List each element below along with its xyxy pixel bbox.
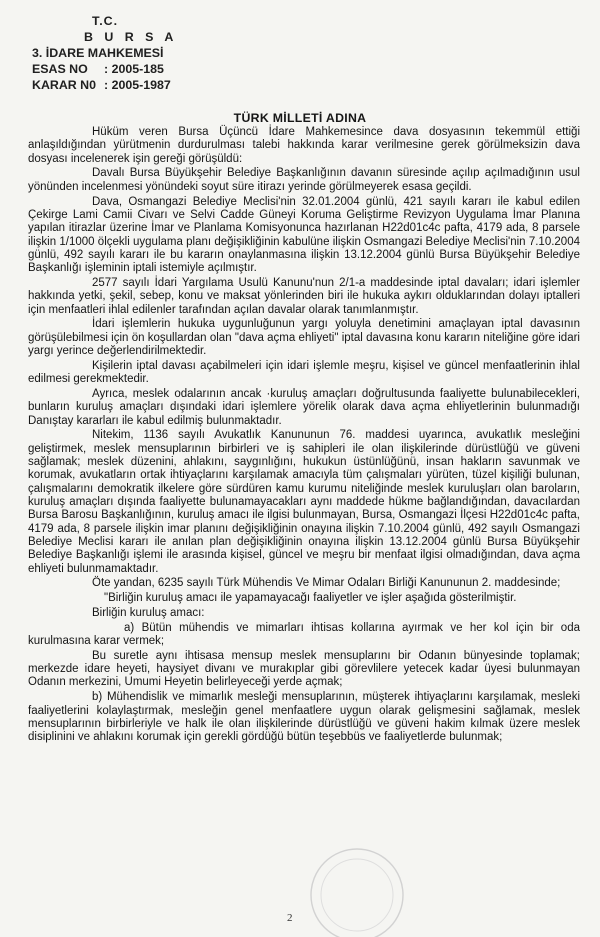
quote-paragraph: Bu suretle aynı ihtisasa mensup meslek mensuplarını bir Odanın bünyesinde toplamak; merkezde idare heyeti, haysiyet divanı ve murakıplar gibi görevlilere yetecek kadar üyesi bulunmayan Odanın merkezini, Umumi Heyetin belirleyeceği yerde açmak; <box>28 649 580 689</box>
quote-paragraph: Birliğin kuruluş amacı: <box>92 606 205 619</box>
paragraph: Dava, Osmangazi Belediye Meclisi'nin 32.01.2004 günlü, 421 sayılı kararı ile kabul edilen Çekirge Lami Camii Civarı ve Selvi Cadde Güneyi Koruma Geliştirme Revizyon Uygulama İmar Planına yapılan itirazlar üzerine İmar ve Planlama Komisyonunca hazırlanan H22d01c4c pafta, 4179 ada, 8 parsele ilişkin 1/1000 ölçekli uygulama planı değişikliğinin kabulüne ilişkin Osmangazi Belediye Meclisi'nin 7.10.2004 günlü, 492 sayılı kararı ile bu kararın onaylanmasına ilişkin 13.12.2004 günlü Bursa Büyükşehir Belediye Başkanlığı işleminin iptali istemiyle açılmıştır. <box>28 195 580 275</box>
quote-item-a: a) Bütün mühendis ve mimarları ihtisas kollarına ayırmak ve her kol için bir oda kurulmasına karar vermek; <box>28 621 580 648</box>
paragraph: Hüküm veren Bursa Üçüncü İdare Mahkemesince dava dosyasının tekemmül ettiği anlaşıldığından yürütmenin durdurulması talebi hakkında karar verilmesine gerek görülmeksizin dava dosyası incelenerek işin gereği görüşüldü: <box>28 126 580 165</box>
karar-label: KARAR N0 <box>32 78 97 92</box>
paragraph: Davalı Bursa Büyükşehir Belediye Başkanlığının davanın süresinde açılıp açılmadığının usul yönünden incelenmesi yönündeki soyut süre itirazı yerinde görülmeyerek esasa geçildi. <box>28 167 580 193</box>
quote-item-b: b) Mühendislik ve mimarlık mesleği mensuplarının, müşterek ihtiyaçlarını karşılamak, mesleki faaliyetlerini kolaylaştırmak, mesleğin genel menfaatlere uygun olarak gelişmesini sağlamak, meslek mensuplarının birbirleriyle ve halk ile olan ilişkilerinde dürüstlüğü ve güveni hakim kılmak üzere meslek disiplinini ve ahlakını korumak için gerekli gördüğü bütün teşebbüs ve faaliyetlerde bulunmak; <box>28 691 580 744</box>
header-court: 3. İDARE MAHKEMESİ <box>32 46 164 60</box>
karar-value: : 2005-1987 <box>104 78 171 92</box>
header-tc: T.C. <box>92 14 119 28</box>
esas-value: : 2005-185 <box>104 62 164 76</box>
document-title: TÜRK MİLLETİ ADINA <box>233 111 367 125</box>
paragraph: İdari işlemlerin hukuka uygunluğunun yargı yoluyla denetimini amaçlayan iptal davasının görüşülebilmesi için ön koşullardan olan "dava açma ehliyeti" iptal davasına konu kararın niteliğine göre idari yargı yerince değerlendirilmektedir. <box>28 318 580 358</box>
paragraph: Kişilerin iptal davası açabilmeleri için idari işlemle meşru, kişisel ve güncel menfaatlerinin ihlal edilmesi gerekmektedir. <box>28 359 580 386</box>
esas-label: ESAS NO <box>32 62 88 76</box>
paragraph: Ayrıca, meslek odalarının ancak ·kuruluş amaçları doğrultusunda faaliyette bulunabilecekleri, bunların kuruluş amaçları dışındaki idari işlemlere yörelik olarak dava açma ehliyetlerinin bulunmadığı Danıştay kararları ile kabul edilmiş bulunmaktadır. <box>28 387 580 427</box>
page-number: 2 <box>287 912 293 924</box>
header-karar <box>32 77 171 93</box>
paragraph: Nitekim, 1136 sayılı Avukatlık Kanununun 76. maddesi uyarınca, avukatlık mesleğini geliştirmek, meslek mensuplarının birbirleri ve iş sahipleri ile olan ilişkilerinde dürüstlüğü ve güveni sağlamak; meslek düzenini, ahlakını, saygınlığını, hukukun üstünlüğünü, insan hakların savunmak ve korumak, avukatların ortak ihtiyaçlarını karşılamak amacıyla tüm çalışmaları yürüten, tüzel kişiliği bulunan, çalışmalarını demokratik ilkelere göre sürdüren kamu kurumu niteliğinde meslek kuruluşları olan baroların, kuruluş amaçları dışında faaliyette bulunamayacakları aynı maddede hükme bağlandığından, davacılardan Bursa Barosu Başkanlığının, kuruluş amacı ile ilgisi bulunmayan, Bursa, Osmangazi İlçesi H22d01c4c pafta, 4179 ada, 8 parsele ilişkin imar planını değişikliğinin onayına ilişkin 7.10.2004 günlü, 492 sayılı Osmangazi Belediye Meclisi kararı ile anılan plan değişikliğinin onayına ilişkin 13.12.2004 günlü Bursa Büyükşehir Belediye Başkanlığı işlemi ile arasında kişisel, güncel ve meşru bir menfaat ilgisi olmadığından, dava açma ehliyeti bulunmamaktadır. <box>28 429 580 575</box>
paragraph: Öte yandan, 6235 sayılı Türk Mühendis Ve Mimar Odaları Birliği Kanununun 2. maddesinde; <box>92 577 561 590</box>
stamp-mark <box>300 840 415 937</box>
header-esas <box>32 61 164 77</box>
document-body <box>28 126 580 746</box>
header-city: B U R S A <box>84 30 178 44</box>
paragraph: 2577 sayılı İdari Yargılama Usulü Kanunu'nun 2/1-a maddesinde iptal davaları; idari işlemler hakkında yetki, şekil, sebep, konu ve maksat yönlerinden biri ile hukuka aykırı olduklarından dolayı iptalleri için menfaatleri ihlal edilenler tarafından açılan davalar olarak tanımlanmıştır. <box>28 276 580 316</box>
quote-paragraph: "Birliğin kuruluş amacı ile yapamayacağı faaliyetler ve işler aşağıda gösterilmiştir. <box>104 592 517 605</box>
